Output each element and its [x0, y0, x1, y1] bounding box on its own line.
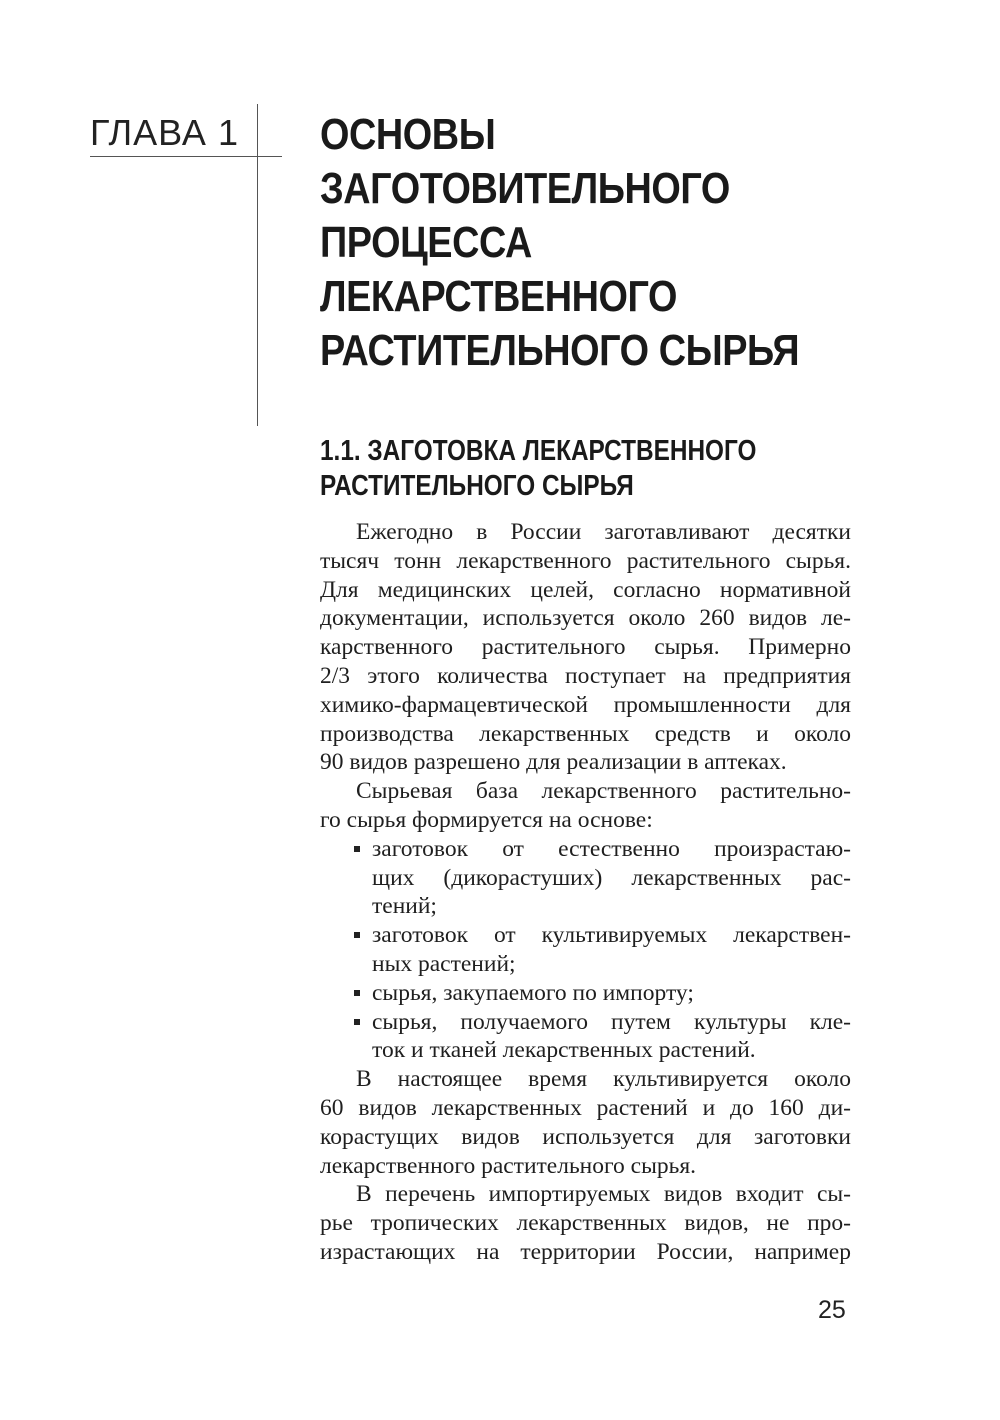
bullet-square-icon [354, 932, 360, 938]
bullet-square-icon [354, 1019, 360, 1025]
text-line: тысяч тонн лекарственного растительного сырья. [320, 547, 851, 574]
chapter-title [320, 108, 802, 378]
text-line: 2/3 этого количества поступает на предприятия [320, 662, 851, 689]
text-line: лекарственного растительного сырья. [320, 1152, 697, 1179]
chapter-title-line: ОСНОВЫ [320, 110, 496, 159]
list-item [320, 921, 851, 979]
text-line: щих (дикорастуших) лекарственных рас- [372, 864, 851, 891]
text-line: В настоящее время культивируется около [356, 1066, 851, 1093]
paragraph-1 [320, 518, 851, 777]
text-line: Сырьевая база лекарственного растительно- [356, 778, 851, 805]
paragraph-3 [320, 1065, 851, 1180]
text-line: рье тропических лекарственных видов, не про- [320, 1210, 851, 1237]
text-line: заготовок от культивируемых лекарствен- [372, 922, 851, 949]
section-title-line: 1.1. ЗАГОТОВКА ЛЕКАРСТВЕННОГО [320, 435, 757, 467]
chapter-rule-horizontal [90, 156, 282, 157]
text-line: Для медицинских целей, согласно нормативной [320, 576, 851, 603]
list-item [320, 835, 851, 921]
text-line: сырья, получаемого путем культуры кле- [372, 1008, 851, 1035]
text-line: го сырья формируется на основе: [320, 806, 653, 833]
text-line: документации, используется около 260 видов ле- [320, 605, 851, 632]
text-line: сырья, закупаемого по импорту; [372, 979, 694, 1006]
chapter-rule-vertical [257, 104, 258, 426]
text-line: 90 видов разрешено для реализации в аптеках. [320, 749, 787, 776]
paragraph-4 [320, 1180, 851, 1266]
bullet-list [320, 835, 851, 1065]
section-title-line: РАСТИТЕЛЬНОГО СЫРЬЯ [320, 470, 634, 502]
page-number: 25 [818, 1296, 846, 1324]
section-title [320, 434, 841, 504]
text-line: химико-фармацевтической промышленности для [320, 691, 851, 718]
paragraph-2 [320, 777, 851, 835]
text-line: тений; [372, 893, 437, 920]
list-item [320, 1008, 851, 1066]
text-line: 60 видов лекарственных растений и до 160 ди- [320, 1094, 851, 1121]
chapter-title-line: ЛЕКАРСТВЕННОГО [320, 272, 678, 321]
bullet-square-icon [354, 990, 360, 996]
list-item [320, 979, 851, 1008]
chapter-label: ГЛАВА 1 [90, 112, 239, 153]
chapter-title-line: ПРОЦЕССА [320, 218, 532, 267]
bullet-square-icon [354, 846, 360, 852]
text-line: В перечень импортируемых видов входит сы- [356, 1181, 851, 1208]
text-line: ток и тканей лекарственных растений. [372, 1037, 756, 1064]
chapter-title-line: РАСТИТЕЛЬНОГО СЫРЬЯ [320, 326, 800, 375]
text-line: заготовок от естественно произрастаю- [372, 835, 851, 862]
text-line: корастущих видов используется для заготовки [320, 1123, 851, 1150]
text-line: израстающих на территории России, например [320, 1238, 851, 1265]
text-line: Ежегодно в России заготавливают десятки [356, 519, 851, 545]
text-line: карственного растительного сырья. Примерно [320, 634, 851, 661]
text-line: производства лекарственных средств и около [320, 720, 851, 747]
text-line: ных растений; [372, 950, 516, 977]
body-text [320, 518, 851, 1267]
chapter-title-line: ЗАГОТОВИТЕЛЬНОГО [320, 164, 730, 213]
